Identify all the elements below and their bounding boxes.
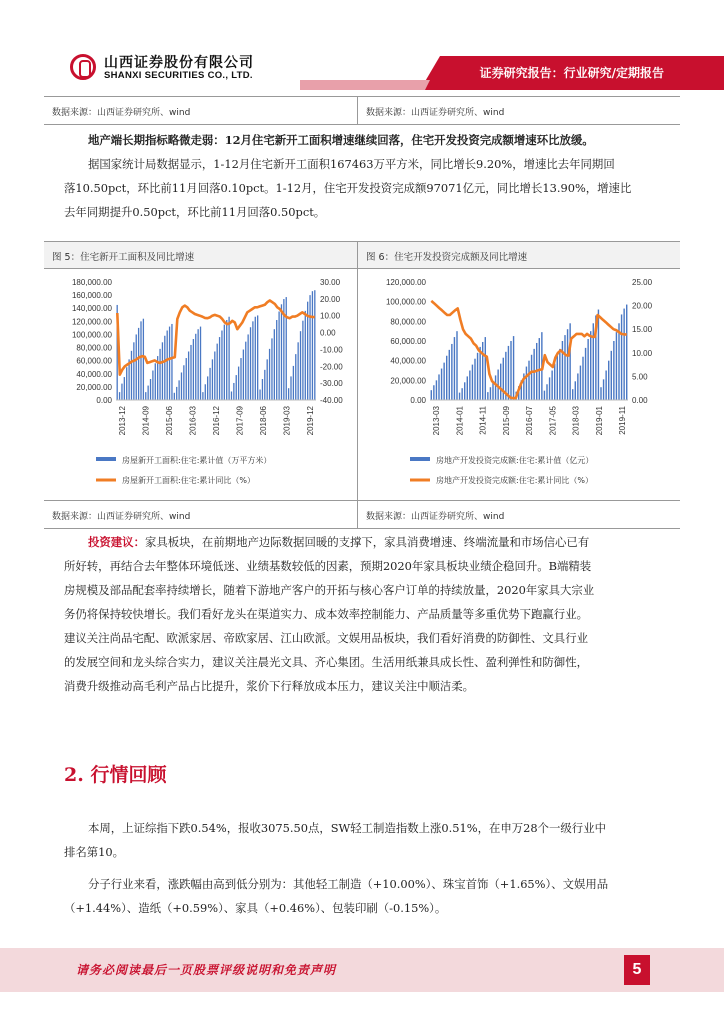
x-axis-tick: 2014-11 xyxy=(478,406,488,435)
chart-bar xyxy=(219,337,220,400)
chart-bar xyxy=(214,351,215,400)
section-title: 2. 行情回顾 xyxy=(64,764,167,786)
chart-bar xyxy=(193,339,194,400)
chart-bar xyxy=(451,344,452,400)
paragraph-investment xyxy=(64,530,664,698)
y-axis-right-tick: 20.00 xyxy=(632,301,653,311)
y-axis-left-tick: 160,000.00 xyxy=(71,291,112,301)
y-axis-right-tick: 0.00 xyxy=(320,328,336,338)
chart-bar xyxy=(449,350,450,400)
chart-bar xyxy=(305,311,306,400)
x-axis-tick: 2017-09 xyxy=(235,406,245,436)
chart-bar xyxy=(297,342,298,400)
chart-bar xyxy=(490,387,491,400)
y-axis-right-tick: 5.00 xyxy=(632,372,648,382)
chart-bar xyxy=(585,348,586,400)
chart-bar xyxy=(221,331,222,400)
paragraph-lead: 地产端长期指标略微走弱：12月住宅新开工面积增速继续回落，住宅开发投资完成额增速环比放缓。 xyxy=(88,133,594,147)
x-axis-tick: 2016-03 xyxy=(188,406,198,436)
legend-label: 房屋新开工面积:住宅:累计值（万平方米） xyxy=(122,456,272,465)
chart-bar xyxy=(205,384,206,400)
chart-bar xyxy=(436,380,437,400)
chart-bar xyxy=(278,312,279,401)
chart-bar xyxy=(611,351,612,400)
chart-bar xyxy=(140,321,141,400)
chart-bar xyxy=(479,347,480,400)
divider xyxy=(44,500,680,501)
y-axis-left-tick: 180,000.00 xyxy=(71,278,112,287)
chart-bar xyxy=(616,332,617,400)
chart-bar xyxy=(181,372,182,400)
company-name-en: SHANXI SECURITIES CO., LTD. xyxy=(104,70,253,81)
chart-bar xyxy=(477,353,478,400)
chart-bar xyxy=(549,377,550,400)
chart-bar xyxy=(126,367,127,400)
paragraph-line: 家具板块，在前期地产边际数据回暖的支撑下，家具消费增速、终端流量和市场信心已有 xyxy=(144,535,590,549)
y-axis-left-tick: 0.00 xyxy=(410,396,426,405)
chart-bar xyxy=(133,342,134,400)
figure6-source: 数据来源：山西证券研究所、wind xyxy=(366,512,505,522)
legend-label: 房地产开发投资完成额:住宅:累计值（亿元） xyxy=(436,456,594,465)
paragraph-line: 分子行业来看，涨跌幅由高到低分别为：其他轻工制造（+10.00%）、珠宝首饰（+1.65%）、文娱用品 xyxy=(88,877,609,891)
chart-bar xyxy=(593,323,594,400)
chart-bar xyxy=(500,364,501,400)
chart-bar xyxy=(128,359,129,400)
chart-bar xyxy=(528,361,529,400)
chart-bar xyxy=(577,373,578,400)
chart-bar xyxy=(510,341,511,400)
chart-figure5 xyxy=(44,270,356,498)
chart-bar xyxy=(200,327,201,400)
chart-bar xyxy=(623,309,624,400)
chart-bar xyxy=(557,356,558,400)
x-axis-tick: 2014-01 xyxy=(455,406,465,436)
paragraph-market xyxy=(64,816,664,864)
chart-bar xyxy=(236,375,237,400)
x-axis-tick: 2014-09 xyxy=(141,406,151,436)
chart-bar xyxy=(243,350,244,400)
source-right: 数据来源：山西证券研究所、wind xyxy=(366,108,505,118)
y-axis-right-tick: -10.00 xyxy=(320,345,343,355)
y-axis-right-tick: 30.00 xyxy=(320,278,341,287)
chart-bar xyxy=(145,392,146,400)
chart-bar xyxy=(582,357,583,400)
chart-bar xyxy=(188,351,189,400)
chart-bar xyxy=(613,341,614,400)
chart-bar xyxy=(608,361,609,400)
paragraph-line: 的发展空间和龙头综合实力，建议关注晨光文具、齐心集团。生活用纸兼具成长性、盈利弹性和防御性， xyxy=(64,655,588,669)
chart-bar xyxy=(233,383,234,400)
x-axis-tick: 2015-09 xyxy=(501,406,511,436)
chart-bar xyxy=(159,349,160,400)
chart-bar xyxy=(183,365,184,400)
paragraph-line: 本周，上证综指下跌0.54%，报收3075.50点，SW轻工制造指数上涨0.51%，在申万28个一级行业中 xyxy=(88,821,606,835)
chart-bar xyxy=(209,368,210,400)
chart-bar xyxy=(314,290,315,400)
legend-label: 房地产开发投资完成额:住宅:累计同比（%） xyxy=(436,476,593,485)
chart-bar xyxy=(155,363,156,400)
y-axis-left-tick: 80,000.00 xyxy=(390,317,426,327)
chart-bar xyxy=(217,344,218,400)
chart-bar xyxy=(190,345,191,400)
x-axis-tick: 2018-06 xyxy=(259,406,268,436)
chart-bar xyxy=(195,334,196,400)
chart-bar xyxy=(162,342,163,400)
chart-bar xyxy=(255,317,256,400)
page-number: 5 xyxy=(624,955,650,985)
y-axis-left-tick: 20,000.00 xyxy=(390,376,426,386)
y-axis-left-tick: 0.00 xyxy=(96,396,112,405)
legend-swatch-bar xyxy=(96,457,116,461)
chart-bar xyxy=(295,354,296,400)
chart-bar xyxy=(178,380,179,400)
chart-bar xyxy=(309,295,310,400)
y-axis-left-tick: 80,000.00 xyxy=(76,343,112,353)
chart-bar xyxy=(264,370,265,400)
chart-bar xyxy=(508,346,509,400)
paragraph-line: （+1.44%）、造纸（+0.59%）、家具（+0.46%）、包装印刷（-0.15%）。 xyxy=(64,901,447,915)
y-axis-left-tick: 40,000.00 xyxy=(390,356,426,366)
chart-bar xyxy=(171,324,172,400)
chart-bar xyxy=(281,304,282,400)
y-axis-right-tick: 15.00 xyxy=(632,325,653,335)
chart-bar xyxy=(252,321,253,400)
chart-bar xyxy=(544,391,545,400)
paragraph-line: 务仍将保持较快增长。我们看好龙头在渠道实力、成本效率控制能力、产品质量等多重优势下跑赢行业。 xyxy=(64,607,588,621)
chart-bar xyxy=(569,323,570,400)
chart-bar xyxy=(186,358,187,400)
chart-bar xyxy=(467,376,468,400)
chart-bar xyxy=(143,319,144,400)
chart-bar xyxy=(259,390,260,400)
paragraph-line: 所好转，再结合去年整体环境低迷、业绩基数较低的因素，预期2020年家具板块业绩企稳回升。B端精装 xyxy=(64,559,592,573)
chart-bar xyxy=(431,390,432,400)
x-axis-tick: 2017-05 xyxy=(548,406,558,436)
y-axis-left-tick: 60,000.00 xyxy=(76,356,112,366)
chart-bar xyxy=(131,351,132,400)
x-axis-tick: 2016-12 xyxy=(212,406,221,436)
chart-bar xyxy=(461,388,462,400)
y-axis-left-tick: 120,000.00 xyxy=(71,317,112,327)
paragraph-line: 建议关注尚品宅配、欧派家居、帝欧家居、江山欧派。文娱用品板块，我们看好消费的防御性、文具行业 xyxy=(64,631,588,645)
chart-bar xyxy=(575,381,576,400)
chart-bar xyxy=(224,325,225,400)
chart-bar xyxy=(590,331,591,400)
chart-bar xyxy=(513,336,514,400)
x-axis-tick: 2013-12 xyxy=(118,406,127,436)
y-axis-left-tick: 140,000.00 xyxy=(71,304,112,314)
chart-bar xyxy=(626,305,627,400)
x-axis-tick: 2019-01 xyxy=(594,406,604,436)
chart-bar xyxy=(250,327,251,400)
chart-bar xyxy=(169,327,170,400)
paragraph-line: 房规模及部品配套率持续增长，随着下游地产客户的开拓与核心客户订单的持续放量，2020年家具大宗业 xyxy=(64,583,595,597)
chart-bar xyxy=(312,291,313,400)
y-axis-left-tick: 120,000.00 xyxy=(385,278,426,287)
chart-bar xyxy=(274,329,275,400)
y-axis-left-tick: 100,000.00 xyxy=(385,297,426,307)
chart-bar xyxy=(546,384,547,400)
chart-bar xyxy=(551,371,552,401)
divider xyxy=(44,528,680,529)
chart-bar xyxy=(443,363,444,400)
chart-bar xyxy=(262,379,263,400)
chart-bar xyxy=(474,359,475,400)
chart-bar xyxy=(197,329,198,400)
chart-bar xyxy=(533,349,534,400)
chart-bar xyxy=(245,342,246,400)
y-axis-right-tick: -20.00 xyxy=(320,362,343,372)
chart-bar xyxy=(454,337,455,400)
chart-bar xyxy=(276,320,277,400)
x-axis-tick: 2013-03 xyxy=(432,406,441,436)
chart-bar xyxy=(464,382,465,400)
x-axis-tick: 2019-11 xyxy=(618,406,627,435)
chart-bar xyxy=(300,331,301,400)
chart-bar xyxy=(603,379,604,400)
figure5-source: 数据来源：山西证券研究所、wind xyxy=(52,512,191,522)
chart-bar xyxy=(580,366,581,400)
chart-bar xyxy=(290,376,291,400)
y-axis-right-tick: 0.00 xyxy=(632,396,648,405)
chart-bar xyxy=(167,331,168,400)
y-axis-left-tick: 60,000.00 xyxy=(390,337,426,346)
chart-bar xyxy=(456,331,457,400)
chart-bar xyxy=(247,334,248,400)
company-name-cn: 山西证券股份有限公司 xyxy=(104,55,254,71)
chart-bar xyxy=(288,388,289,400)
chart-bar xyxy=(121,384,122,400)
chart-bar xyxy=(138,328,139,400)
chart-line xyxy=(117,301,314,375)
chart-bar xyxy=(459,393,460,400)
x-axis-tick: 2019-12 xyxy=(306,406,315,436)
chart-bar xyxy=(433,385,434,400)
chart-bar xyxy=(472,365,473,400)
divider xyxy=(357,96,358,124)
y-axis-left-tick: 40,000.00 xyxy=(76,369,112,379)
chart-bar xyxy=(207,376,208,400)
chart-bar xyxy=(554,364,555,400)
chart-bar xyxy=(150,379,151,400)
chart-bar xyxy=(587,339,588,400)
chart-bar xyxy=(212,359,213,400)
chart-bar xyxy=(228,317,229,400)
chart-bar xyxy=(446,356,447,400)
investment-label: 投资建议： xyxy=(88,535,145,549)
chart-bar xyxy=(257,315,258,400)
divider xyxy=(44,268,680,269)
chart-bar xyxy=(621,314,622,400)
chart-bar xyxy=(441,369,442,400)
chart-bar xyxy=(202,392,203,400)
chart-bar xyxy=(176,387,177,400)
y-axis-right-tick: 20.00 xyxy=(320,294,341,304)
footer-disclaimer: 请务必阅读最后一页股票评级说明和免责声明 xyxy=(76,963,337,977)
y-axis-right-tick: 10.00 xyxy=(632,348,653,358)
chart-bar xyxy=(164,336,165,400)
chart-bar xyxy=(136,334,137,400)
chart-bar xyxy=(271,338,272,400)
chart-bar xyxy=(286,297,287,400)
paragraph-line: 排名第10。 xyxy=(64,845,125,859)
x-axis-tick: 2018-03 xyxy=(571,406,581,436)
chart-bar xyxy=(152,371,153,401)
legend-swatch-bar xyxy=(410,457,430,461)
y-axis-left-tick: 100,000.00 xyxy=(71,330,112,340)
paragraph-line: 据国家统计局数据显示，1-12月住宅新开工面积167463万平方米，同比增长9.20%，增速比去年同期回 xyxy=(88,157,615,171)
chart-bar xyxy=(302,321,303,400)
x-axis-tick: 2016-07 xyxy=(525,406,534,436)
x-axis-tick: 2015-06 xyxy=(165,406,174,436)
y-axis-left-tick: 20,000.00 xyxy=(76,382,112,392)
chart-bar xyxy=(531,355,532,400)
chart-bar xyxy=(240,358,241,400)
chart-bar xyxy=(293,366,294,400)
paragraph-subindustry xyxy=(64,872,664,920)
divider xyxy=(44,124,680,125)
chart-bar xyxy=(495,375,496,400)
y-axis-right-tick: -40.00 xyxy=(320,396,343,405)
paragraph-housing xyxy=(64,128,664,224)
x-axis-tick: 2019-03 xyxy=(282,406,292,436)
y-axis-right-tick: 10.00 xyxy=(320,311,341,321)
chart-bar xyxy=(438,374,439,400)
chart-bar xyxy=(526,367,527,400)
chart-bar xyxy=(174,393,175,400)
chart-bar xyxy=(564,335,565,400)
legend-label: 房屋新开工面积:住宅:累计同比（%） xyxy=(122,476,255,485)
report-type: 证券研究报告：行业研究/定期报告 xyxy=(479,66,664,80)
chart-bar xyxy=(605,371,606,401)
chart-bar xyxy=(147,386,148,400)
chart-bar xyxy=(238,367,239,400)
chart-bar xyxy=(485,337,486,400)
chart-bar xyxy=(503,358,504,400)
chart-bar xyxy=(119,392,120,400)
paragraph-line: 落10.50pct，环比前11月回落0.10pct。1-12月，住宅开发投资完成额97071亿元，同比增长13.90%，增速比 xyxy=(64,181,632,195)
divider xyxy=(44,96,680,97)
y-axis-right-tick: 25.00 xyxy=(632,278,653,287)
chart-figure6 xyxy=(358,270,680,498)
chart-bar xyxy=(469,371,470,401)
paragraph-line: 消费升级推动高毛利产品占比提升，浆价下行释放成本压力，建议关注中顺洁柔。 xyxy=(64,679,475,693)
y-axis-right-tick: -30.00 xyxy=(320,379,343,389)
chart-bar xyxy=(482,342,483,400)
chart-bar xyxy=(567,329,568,400)
figure6-title: 图 6：住宅开发投资完成额及同比增速 xyxy=(366,252,528,263)
chart-bar xyxy=(572,389,573,400)
chart-bar xyxy=(267,359,268,400)
source-left: 数据来源：山西证券研究所、wind xyxy=(52,108,191,118)
chart-bar xyxy=(226,320,227,400)
chart-bar xyxy=(618,323,619,400)
chart-bar xyxy=(487,392,488,400)
chart-bar xyxy=(124,377,125,400)
chart-bar xyxy=(231,391,232,400)
figure5-title: 图 5：住宅新开工面积及同比增速 xyxy=(52,252,195,263)
chart-bar xyxy=(559,349,560,400)
chart-bar xyxy=(600,387,601,400)
chart-bar xyxy=(269,349,270,400)
paragraph-line: 去年同期提升0.50pct，环比前11月回落0.50pct。 xyxy=(64,205,326,219)
